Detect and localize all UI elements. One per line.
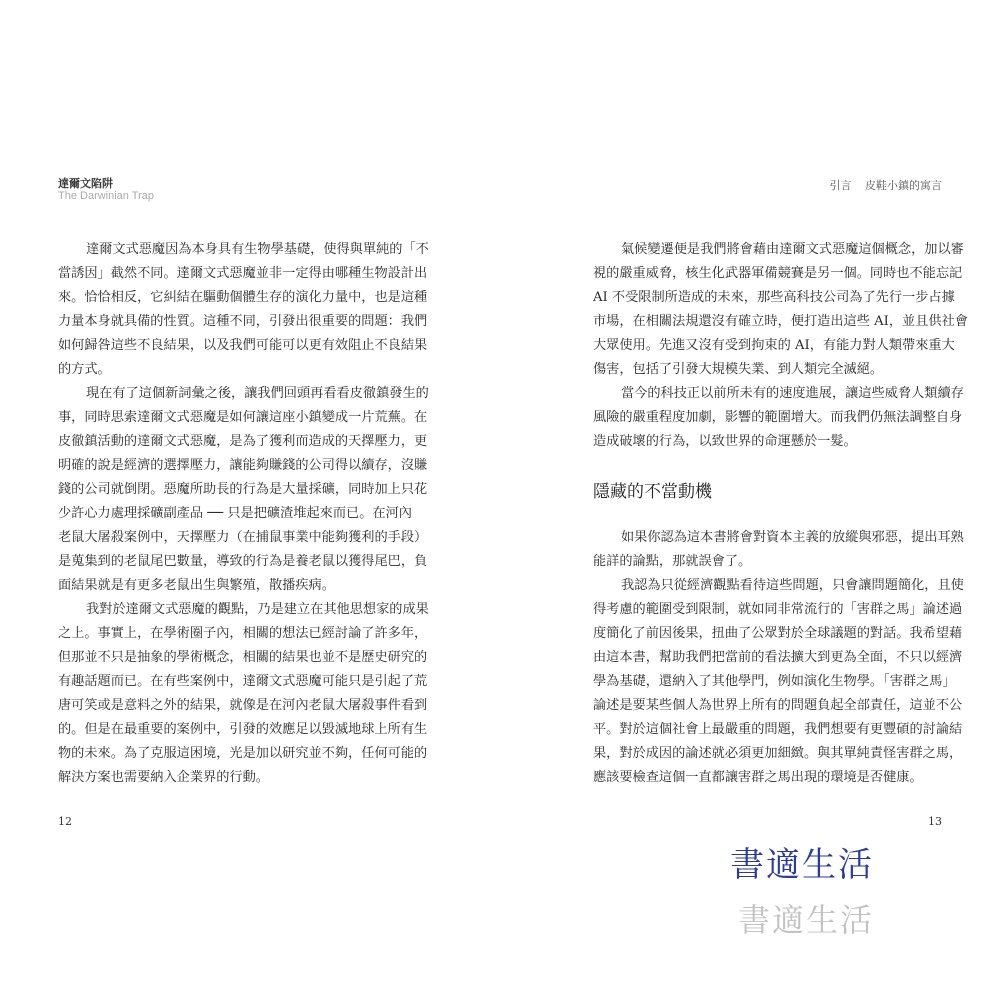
page-number-right: 13 xyxy=(928,815,942,828)
text-line: 的方式。 xyxy=(58,362,111,377)
text-line: 當今的科技正以前所未有的速度進展，讓這些威脅人類續存 xyxy=(621,386,964,401)
text-line: 少許心力處理採礦副產品 ── 只是把礦渣堆起來而已。在河內 xyxy=(58,506,412,521)
text-line: 大眾使用。先進又沒有受到拘束的 AI，有能力對人類帶來重大 xyxy=(593,338,955,353)
watermark-shadow: 書適生活 xyxy=(738,901,875,939)
running-header-left xyxy=(58,177,154,203)
section-heading: 隱藏的不當動機 xyxy=(593,482,712,502)
text-line: 當誘因」截然不同。達爾文式惡魔並非一定得由哪種生物設計出 xyxy=(58,266,428,281)
text-line: 唐可笑或是意料之外的結果，就像是在河內老鼠大屠殺事件看到 xyxy=(58,698,428,713)
paragraph xyxy=(593,574,964,790)
text-line: 如何歸咎這些不良結果，以及我們可能可以更有效阻止不良結果 xyxy=(58,338,428,353)
text-line: 我認為只從經濟觀點看待這些問題，只會讓問題簡化，且使 xyxy=(621,578,964,593)
book-title: 達爾文陷阱 xyxy=(58,177,113,190)
text-line: 的。但是在最重要的案例中，引發的效應足以毀滅地球上所有生 xyxy=(58,722,428,737)
right-page-body xyxy=(593,238,968,790)
text-line: 風險的嚴重程度加劇，影響的範圍增大。而我們仍無法調整自身 xyxy=(593,410,963,425)
text-line: 能詳的論點，那就誤會了。 xyxy=(593,554,752,569)
text-line: 論述是要某些個人為世界上所有的問題負起全部責任，這並不公 xyxy=(593,698,963,713)
text-line: 造成破壞的行為，以致世界的命運懸於一髮。 xyxy=(593,434,857,449)
text-line: 我對於達爾文式惡魔的觀點，乃是建立在其他思想家的成果 xyxy=(86,602,429,617)
text-line: 果，對於成因的論述就必須更加細緻。與其單純責怪害群之馬， xyxy=(593,746,963,761)
text-line: 視的嚴重威脅，核生化武器軍備競賽是另一個。同時也不能忘記 xyxy=(593,266,963,281)
text-line: 事，同時思索達爾文式惡魔是如何讓這座小鎮變成一片荒蕪。在 xyxy=(58,410,428,425)
paragraph xyxy=(58,598,429,790)
paragraph xyxy=(58,238,429,382)
text-line: 但那並不只是抽象的學術概念，相關的結果也並不是歷史研究的 xyxy=(58,650,428,665)
text-line: 現在有了這個新詞彙之後，讓我們回頭再看看皮徹鎮發生的 xyxy=(86,386,429,401)
paragraph xyxy=(593,238,968,382)
text-line: 明確的說是經濟的選擇壓力，讓能夠賺錢的公司得以續存，沒賺 xyxy=(58,458,428,473)
book-subtitle: The Darwinian Trap xyxy=(58,190,154,202)
paragraph xyxy=(58,382,429,598)
text-line: 老鼠大屠殺案例中，天擇壓力（在捕鼠事業中能夠獲利的手段） xyxy=(58,530,428,545)
text-line: 平。對於這個社會上最嚴重的問題，我們想要有更豐碩的討論結 xyxy=(593,722,963,737)
text-line: 錢的公司就倒閉。惡魔所助長的行為是大量採礦，同時加上只花 xyxy=(58,482,428,497)
text-line: 物的未來。為了克服這困境，光是加以研究並不夠，任何可能的 xyxy=(58,746,428,761)
text-line: 如果你認為這本書將會對資本主義的放縱與邪惡，提出耳熟 xyxy=(621,530,964,545)
watermark: 書適生活 xyxy=(730,845,874,885)
text-line: 度簡化了前因後果，扭曲了公眾對於全球議題的對話。我希望藉 xyxy=(593,626,963,641)
text-line: 解決方案也需要納入企業界的行動。 xyxy=(58,770,269,785)
text-line: 應該要檢查這個一直都讓害群之馬出現的環境是否健康。 xyxy=(593,770,923,785)
text-line: 學為基礎，還納入了其他學門，例如演化生物學。「害群之馬」 xyxy=(593,674,956,689)
text-line: 達爾文式惡魔因為本身具有生物學基礎，使得與單純的「不 xyxy=(86,242,429,257)
text-line: 之上。事實上，在學術圈子內，相關的想法已經討論了許多年， xyxy=(58,626,428,641)
right-paragraphs-before xyxy=(593,238,968,454)
paragraph xyxy=(593,526,964,574)
text-line: 皮徹鎮活動的達爾文式惡魔，是為了獲利而造成的天擇壓力，更 xyxy=(58,434,428,449)
running-header-right xyxy=(830,177,943,193)
text-line: 由這本書，幫助我們把當前的看法擴大到更為全面，不只以經濟 xyxy=(593,650,963,665)
text-line: 是蒐集到的老鼠尾巴數量，導致的行為是養老鼠以獲得尾巴，負 xyxy=(58,554,428,569)
left-page-body xyxy=(58,238,429,790)
paragraph xyxy=(593,382,964,454)
text-line: AI 不受限制所造成的未來，那些高科技公司為了先行一步占據 xyxy=(593,290,955,305)
text-line: 力量本身就具備的性質。這種不同，引發出很重要的問題：我們 xyxy=(58,314,428,329)
text-line: 市場，在相關法規還沒有確立時，便打造出這些 AI，並且供社會 xyxy=(593,314,968,329)
right-paragraphs-after xyxy=(593,526,964,790)
chapter-label: 引言 xyxy=(829,179,852,192)
page-number-left: 12 xyxy=(58,815,72,828)
text-line: 來。恰恰相反，它糾結在驅動個體生存的演化力量中，也是這種 xyxy=(58,290,428,305)
text-line: 傷害，包括了引發大規模失業、到人類完全滅絕。 xyxy=(593,362,884,377)
text-line: 得考慮的範圍受到限制，就如同非常流行的「害群之馬」論述過 xyxy=(593,602,963,617)
text-line: 有趣話題而已。在有些案例中，達爾文式惡魔可能只是引起了荒 xyxy=(58,674,428,689)
text-line: 面結果就是有更多老鼠出生與繁殖，散播疾病。 xyxy=(58,578,335,593)
text-line: 氣候變遷便是我們將會藉由達爾文式惡魔這個概念，加以審 xyxy=(621,242,964,257)
section-label: 皮鞋小鎮的寓言 xyxy=(865,179,942,192)
